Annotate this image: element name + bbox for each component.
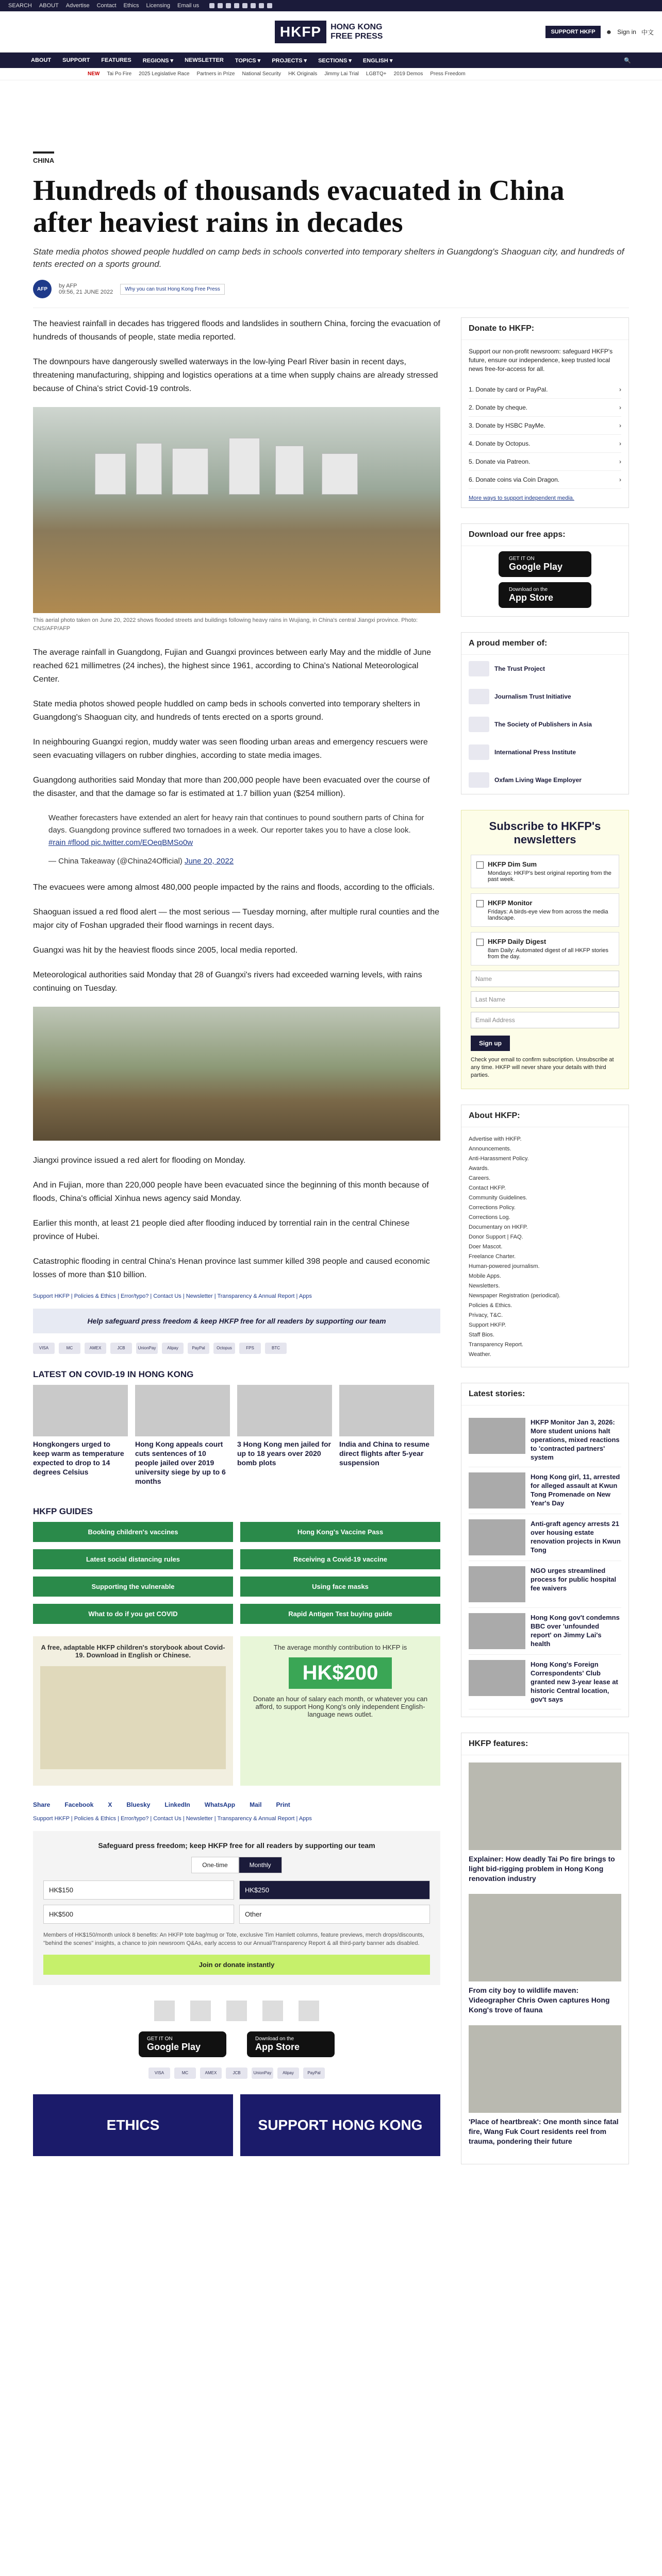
story-title[interactable]: HKFP Monitor Jan 3, 2026: More student unions halt operations, mixed reactions to 'contracted partners' system bbox=[531, 1418, 620, 1461]
article-wrap bbox=[0, 147, 662, 2180]
share-mail[interactable]: Mail bbox=[250, 1801, 262, 1808]
guide-button[interactable]: What to do if you get COVID bbox=[33, 1604, 233, 1624]
chevron-right-icon: › bbox=[619, 440, 621, 447]
paragraph: The heaviest rainfall in decades has triggered floods and landslides in southern China, forcing the evacuation of hundreds of thousands of people, state media reported. bbox=[33, 319, 440, 342]
newsletter-option[interactable] bbox=[471, 932, 619, 965]
payment-paypal-icon: PayPal bbox=[188, 1343, 209, 1354]
share-bluesky[interactable]: Bluesky bbox=[126, 1801, 151, 1808]
tweet-text: Weather forecasters have extended an alert for heavy rain that continues to pound southern parts of China for days. Guangdong province suffered two tornadoes in a week. Our reporter takes you to have a close look. bbox=[48, 814, 424, 835]
about-link[interactable]: Staff Bios. bbox=[469, 1332, 494, 1338]
nav-english[interactable]: ENGLISH ▾ bbox=[362, 57, 393, 64]
guide-button[interactable]: Latest social distancing rules bbox=[33, 1549, 233, 1569]
amount-150[interactable]: HK$150 bbox=[43, 1880, 234, 1900]
about-link[interactable]: Weather. bbox=[469, 1351, 491, 1358]
latest-box bbox=[461, 1383, 629, 1717]
topbar-link-email[interactable]: Email us bbox=[177, 3, 200, 9]
store-name: App Store bbox=[509, 592, 554, 603]
story-item[interactable] bbox=[469, 1655, 621, 1709]
about-link[interactable]: Documentary on HKFP. bbox=[469, 1224, 528, 1230]
main-nav bbox=[0, 53, 662, 68]
donate-widget bbox=[33, 1831, 440, 1985]
promo-text: A free, adaptable HKFP children's storybook about Covid-19. Download in English or Chinese. bbox=[41, 1643, 225, 1659]
donate-option-label: 2. Donate by cheque. bbox=[469, 404, 528, 411]
payment-mastercard-icon: MC bbox=[59, 1343, 80, 1354]
logo-sopa[interactable] bbox=[226, 2001, 247, 2021]
checkbox[interactable] bbox=[476, 939, 484, 946]
covid-heading: LATEST ON COVID-19 IN HONG KONG bbox=[33, 1369, 194, 1379]
trending-link[interactable]: Partners in Prize bbox=[196, 71, 235, 77]
sign-up-button[interactable]: Sign up bbox=[471, 1036, 510, 1051]
about-link[interactable]: Corrections Log. bbox=[469, 1214, 510, 1221]
trending-link[interactable]: National Security bbox=[242, 71, 282, 77]
newsletter-box bbox=[461, 810, 629, 1089]
nav-support[interactable]: SUPPORT bbox=[62, 57, 90, 63]
card-title[interactable]: Hong Kong appeals court cuts sentences of 10 people jailed over 2019 university siege by up to 6 months bbox=[135, 1440, 226, 1485]
covid-card[interactable] bbox=[33, 1385, 128, 1486]
author-avatar[interactable]: AFP bbox=[33, 280, 52, 298]
member-title: A proud member of: bbox=[461, 633, 628, 655]
payment-unionpay-icon: UnionPay bbox=[136, 1343, 158, 1354]
site-logo[interactable] bbox=[275, 21, 387, 43]
linkedin-icon[interactable] bbox=[242, 3, 247, 8]
support-hk-banner[interactable]: SUPPORT HONG KONG bbox=[240, 2094, 440, 2156]
join-button[interactable]: Join or donate instantly bbox=[43, 1955, 430, 1975]
donate-option[interactable] bbox=[469, 453, 621, 471]
paragraph: The average rainfall in Guangdong, Fujian and Guangxi provinces between early May and the middle of June reached 621 millimetres (24 inches), the highest since 1961, according to China's National Meteorological Center. bbox=[33, 648, 432, 684]
about-link[interactable]: Awards. bbox=[469, 1165, 489, 1172]
member-item[interactable] bbox=[461, 683, 628, 710]
about-link[interactable]: Corrections Policy. bbox=[469, 1205, 516, 1211]
about-link[interactable]: Careers. bbox=[469, 1175, 491, 1181]
story-image bbox=[469, 1660, 525, 1696]
share-bar bbox=[33, 1801, 440, 1808]
new-badge: NEW bbox=[88, 71, 100, 77]
member-name: International Press Institute bbox=[494, 749, 576, 756]
threads-icon[interactable] bbox=[251, 3, 256, 8]
topbar-link-licensing[interactable]: Licensing bbox=[146, 3, 170, 9]
trending-link[interactable]: LGBTQ+ bbox=[366, 71, 387, 77]
store-name: Google Play bbox=[509, 562, 563, 572]
covid-card[interactable] bbox=[237, 1385, 332, 1486]
donate-option[interactable] bbox=[469, 399, 621, 417]
about-list bbox=[461, 1127, 628, 1367]
share-label: Share bbox=[33, 1801, 51, 1808]
donate-box bbox=[461, 317, 629, 508]
member-item[interactable] bbox=[461, 766, 628, 794]
story-image bbox=[469, 1472, 525, 1509]
paragraph: The downpours have dangerously swelled waterways in the low-lying Pearl River basin in recent days, threatening manufacturing, shipping and logistics operations at a time when supply chains are already stressed because of China's strict Covid-19 controls. bbox=[33, 358, 438, 393]
newsletter-option[interactable] bbox=[471, 855, 619, 888]
store-label: Download on the bbox=[255, 2036, 294, 2042]
amount-500[interactable]: HK$500 bbox=[43, 1905, 234, 1924]
nav-features[interactable]: FEATURES bbox=[101, 57, 131, 63]
card-title[interactable]: 3 Hong Kong men jailed for up to 18 years over 2020 bomb plots bbox=[237, 1440, 332, 1467]
member-logo bbox=[469, 717, 489, 732]
nav-about[interactable]: ABOUT bbox=[31, 57, 52, 63]
guides-grid bbox=[33, 1522, 440, 1624]
chevron-right-icon: › bbox=[619, 404, 621, 411]
newsletter-desc: Fridays: A birds-eye view from across the media landscape. bbox=[488, 909, 608, 921]
story-title[interactable]: Hong Kong girl, 11, arrested for alleged assault at Kwun Tong Promenade on New Year's Day bbox=[531, 1473, 620, 1507]
about-link[interactable]: Policies & Ethics. bbox=[469, 1302, 512, 1309]
email-field[interactable]: Email Address bbox=[471, 1012, 619, 1028]
payment-bitcoin-icon: BTC bbox=[265, 1343, 287, 1354]
store-label: Download on the bbox=[509, 587, 548, 592]
covid-card[interactable] bbox=[339, 1385, 434, 1486]
topbar-link-ethics[interactable]: Ethics bbox=[123, 3, 139, 9]
about-link[interactable]: Freelance Charter. bbox=[469, 1253, 516, 1260]
newsletter-name: HKFP Dim Sum bbox=[488, 860, 537, 868]
payment-fps-icon: FPS bbox=[239, 1343, 261, 1354]
promo-text: Donate an hour of salary each month, or whatever you can afford, to support Hong Kong's only independent English-language news outlet. bbox=[253, 1695, 428, 1718]
checkbox[interactable] bbox=[476, 861, 484, 869]
payment-jcb-icon: JCB bbox=[110, 1343, 132, 1354]
amount-250[interactable]: HK$250 bbox=[239, 1880, 430, 1900]
about-title: About HKFP: bbox=[461, 1105, 628, 1127]
x-icon[interactable] bbox=[218, 3, 223, 8]
article-title: Hundreds of thousands evacuated in China after heaviest rains in decades bbox=[33, 175, 565, 239]
logo-jti[interactable] bbox=[190, 2001, 211, 2021]
member-item[interactable] bbox=[461, 710, 628, 738]
store-name: App Store bbox=[255, 2042, 300, 2052]
checkbox[interactable] bbox=[476, 900, 484, 907]
chevron-right-icon: › bbox=[619, 476, 621, 483]
donation-promo[interactable] bbox=[240, 1636, 440, 1786]
story-item[interactable] bbox=[469, 1514, 621, 1561]
latest-title: Latest stories: bbox=[461, 1383, 628, 1405]
tweet-tags[interactable]: #rain #flood pic.twitter.com/EOeqBMSo0w bbox=[48, 838, 193, 847]
social-icons bbox=[209, 3, 272, 8]
card-image bbox=[33, 1385, 128, 1436]
top-utility-bar bbox=[0, 0, 662, 11]
share-whatsapp[interactable]: WhatsApp bbox=[204, 1801, 236, 1808]
instagram-icon[interactable] bbox=[226, 3, 231, 8]
member-logo bbox=[469, 772, 489, 788]
promo-row bbox=[33, 1636, 440, 1786]
footer-links[interactable]: Support HKFP | Policies & Ethics | Error/typo? | Contact Us | Newsletter | Transparency & Annual Report | Apps bbox=[33, 1816, 312, 1822]
chevron-right-icon: › bbox=[619, 386, 621, 393]
more-ways-link[interactable]: More ways to support independent media. bbox=[469, 495, 574, 501]
chevron-right-icon: › bbox=[619, 422, 621, 429]
about-link[interactable]: Announcements. bbox=[469, 1146, 511, 1152]
about-link[interactable]: Mobile Apps. bbox=[469, 1273, 501, 1279]
youtube-icon[interactable] bbox=[234, 3, 239, 8]
flood-village-photo bbox=[33, 1007, 440, 1141]
story-title[interactable]: Anti-graft agency arrests 21 over housing estate renovation projects in Kwun Tong bbox=[531, 1520, 621, 1554]
payment-icons bbox=[33, 2067, 440, 2079]
card-image bbox=[339, 1385, 434, 1436]
features-title: HKFP features: bbox=[461, 1733, 628, 1755]
amount-options bbox=[43, 1880, 430, 1924]
last-name-field[interactable]: Last Name bbox=[471, 991, 619, 1008]
store-label: GET IT ON bbox=[509, 556, 535, 562]
tweet-author: — China Takeaway (@China24Official) bbox=[48, 857, 183, 866]
story-title[interactable]: Hong Kong's Foreign Correspondents' Club granted new 3-year lease at historic Central location, gov't says bbox=[531, 1660, 618, 1703]
about-link[interactable]: Advertise with HKFP. bbox=[469, 1136, 522, 1142]
paragraph: Catastrophic flooding in central China's Henan province last summer killed 398 people and caused economic losses of more than $10 billion. bbox=[33, 1257, 430, 1279]
trending-link[interactable]: 2019 Demos bbox=[393, 71, 423, 77]
paragraph: Earlier this month, at least 21 people died after flooding induced by torrential rain in the central Chinese province of Hubei. bbox=[33, 1219, 410, 1241]
store-name: Google Play bbox=[147, 2042, 201, 2052]
payment-unionpay-icon: UnionPay bbox=[252, 2067, 273, 2079]
payment-visa-icon: VISA bbox=[33, 1343, 55, 1354]
card-title[interactable]: India and China to resume direct flights after 5-year suspension bbox=[339, 1440, 430, 1467]
member-name: Journalism Trust Initiative bbox=[494, 693, 571, 700]
sidebar bbox=[461, 317, 629, 2180]
member-item[interactable] bbox=[461, 738, 628, 766]
payment-paypal-icon: PayPal bbox=[303, 2067, 325, 2079]
donate-option-label: 4. Donate by Octopus. bbox=[469, 440, 531, 447]
apps-box bbox=[461, 523, 629, 617]
about-link[interactable]: Contact HKFP. bbox=[469, 1185, 506, 1191]
google-play-button[interactable] bbox=[139, 2031, 226, 2057]
topbar-link-about[interactable]: ABOUT bbox=[39, 3, 59, 9]
support-banner[interactable]: Help safeguard press freedom & keep HKFP free for all readers by supporting our team bbox=[33, 1309, 440, 1333]
member-logos bbox=[33, 2001, 440, 2021]
footer-links[interactable]: Support HKFP | Policies & Ethics | Error/typo? | Contact Us | Newsletter | Transparency & Annual Report | Apps bbox=[33, 1293, 312, 1299]
nav-projects[interactable]: PROJECTS ▾ bbox=[272, 57, 307, 64]
member-name: Oxfam Living Wage Employer bbox=[494, 776, 582, 784]
story-image bbox=[469, 1418, 525, 1454]
guide-button[interactable]: Receiving a Covid-19 vaccine bbox=[240, 1549, 440, 1569]
promo-amount: HK$200 bbox=[289, 1657, 392, 1689]
donate-list bbox=[461, 381, 628, 489]
about-link[interactable]: Community Guidelines. bbox=[469, 1195, 527, 1201]
newsletter-title: Subscribe to HKFP's newsletters bbox=[489, 820, 601, 846]
payment-alipay-icon: Alipay bbox=[277, 2067, 299, 2079]
paragraph: In neighbouring Guangxi region, muddy water was seen flooding urban areas and emergency rescuers were seen evacuating villagers on rubber dinghies, according to state media images. bbox=[33, 738, 428, 760]
paragraph: The evacuees were among almost 480,000 people impacted by the rains and floods, according to the officials. bbox=[33, 883, 435, 892]
guides-heading: HKFP GUIDES bbox=[33, 1506, 93, 1516]
nav-regions[interactable]: REGIONS ▾ bbox=[142, 57, 174, 64]
bluesky-icon[interactable] bbox=[259, 3, 264, 8]
features-box bbox=[461, 1733, 629, 2164]
trending-link[interactable]: Jimmy Lai Trial bbox=[324, 71, 359, 77]
story-title[interactable]: NGO urges streamlined process for public hospital fee waivers bbox=[531, 1567, 617, 1592]
share-linkedin[interactable]: LinkedIn bbox=[164, 1801, 190, 1808]
newsletter-name: HKFP Daily Digest bbox=[488, 938, 547, 945]
about-link[interactable]: Support HKFP. bbox=[469, 1322, 506, 1328]
donate-option[interactable] bbox=[469, 471, 621, 489]
member-name: The Society of Publishers in Asia bbox=[494, 721, 592, 728]
donate-note: Members of HK$150/month unlock 8 benefits: An HKFP tote bag/mug or Tote, exclusive Tim Hamlett columns, feature previews, merch drops/discounts, "behind the scenes" insights, a chance to join newsroom Q&As, early access to our Annual/Transparency Report & all third-party banner ads disabled. bbox=[43, 1932, 424, 1946]
share-print[interactable]: Print bbox=[276, 1801, 290, 1808]
paragraph: Shaoguan issued a red flood alert — the most serious — Tuesday morning, after multiple rural counties and the major city of Foshan upgraded their flood warnings in recent days. bbox=[33, 908, 439, 930]
about-box bbox=[461, 1105, 629, 1367]
logo-oxfam[interactable] bbox=[299, 2001, 319, 2021]
card-image bbox=[237, 1385, 332, 1436]
mail-icon[interactable] bbox=[267, 3, 272, 8]
tab-monthly[interactable]: Monthly bbox=[239, 1857, 282, 1873]
nav-topics[interactable]: TOPICS ▾ bbox=[235, 57, 261, 64]
donate-heading: Safeguard press freedom; keep HKFP free for all readers by supporting our team bbox=[98, 1841, 375, 1850]
ad-space bbox=[0, 80, 662, 147]
user-icon[interactable]: ☻ bbox=[605, 28, 613, 36]
support-hkfp-button[interactable]: SUPPORT HKFP bbox=[545, 26, 600, 38]
story-item[interactable] bbox=[469, 1608, 621, 1655]
payment-visa-icon: VISA bbox=[148, 2067, 170, 2079]
member-box bbox=[461, 632, 629, 794]
flood-aerial-photo bbox=[33, 407, 440, 613]
member-name: The Trust Project bbox=[494, 665, 545, 672]
apps-title: Download our free apps: bbox=[461, 524, 628, 546]
trending-link[interactable]: Press Freedom bbox=[430, 71, 466, 77]
newsletter-note: Check your email to confirm subscription. Unsubscribe at any time. HKFP will never share your details with third parties. bbox=[471, 1057, 614, 1078]
nav-newsletter[interactable]: NEWSLETTER bbox=[185, 57, 224, 63]
paragraph: And in Fujian, more than 220,000 people have been evacuated since the beginning of this month because of floods, China's official Xinhua news agency said Monday. bbox=[33, 1181, 429, 1203]
tab-one-time[interactable]: One-time bbox=[191, 1857, 238, 1873]
donate-text: Support our non-profit newsroom: safeguard HKFP's future, ensure our independence, keep trusted local news free-for-access for all. bbox=[469, 348, 613, 372]
logo-text: HONG KONG FREE PRESS bbox=[330, 22, 383, 41]
story-item[interactable] bbox=[469, 1413, 621, 1467]
logo-trust-project[interactable] bbox=[154, 2001, 175, 2021]
publish-date: 09:56, 21 JUNE 2022 bbox=[59, 289, 113, 295]
logo-box: HKFP bbox=[275, 21, 326, 43]
story-item[interactable] bbox=[469, 1467, 621, 1514]
about-link[interactable]: Transparency Report. bbox=[469, 1342, 523, 1348]
about-link[interactable]: Anti-Harassment Policy. bbox=[469, 1156, 529, 1162]
guide-button[interactable]: Rapid Antigen Test buying guide bbox=[240, 1604, 440, 1624]
store-label: GET IT ON bbox=[147, 2036, 173, 2042]
name-field[interactable]: Name bbox=[471, 971, 619, 987]
member-logo bbox=[469, 661, 489, 676]
guide-button[interactable]: Booking children's vaccines bbox=[33, 1522, 233, 1542]
story-title[interactable]: Hong Kong gov't condemns BBC over 'unfounded report' on Jimmy Lai's health bbox=[531, 1614, 620, 1648]
newsletter-desc: Mondays: HKFP's best original reporting from the past week. bbox=[488, 870, 611, 883]
about-link[interactable]: Newspaper Registration (periodical). bbox=[469, 1293, 560, 1299]
nav-sections[interactable]: SECTIONS ▾ bbox=[318, 57, 352, 64]
paragraph: State media photos showed people huddled on camp beds in schools converted into temporary shelters in Guangdong's Shaoguan city, and hundreds of tents erected on a sports ground. bbox=[33, 700, 420, 722]
story-image bbox=[469, 1519, 525, 1555]
paragraph: Jiangxi province issued a red alert for flooding on Monday. bbox=[33, 1156, 246, 1165]
article-subtitle: State media photos showed people huddled on camp beds in schools converted into temporary shelters in Guangdong's Shaoguan city, and hundreds of tents erected on a sports ground. bbox=[33, 247, 624, 269]
share-x[interactable]: X bbox=[108, 1801, 112, 1808]
payment-octopus-icon: Octopus bbox=[213, 1343, 235, 1354]
google-play-button[interactable] bbox=[499, 551, 591, 577]
guide-button[interactable]: Hong Kong's Vaccine Pass bbox=[240, 1522, 440, 1542]
payment-icons bbox=[33, 1343, 440, 1354]
about-link[interactable]: Donor Support | FAQ. bbox=[469, 1234, 523, 1240]
donate-option-label: 6. Donate coins via Coin Dragon. bbox=[469, 476, 560, 483]
payment-mastercard-icon: MC bbox=[174, 2067, 196, 2079]
story-image bbox=[469, 1566, 525, 1602]
search-icon[interactable]: 🔍 bbox=[624, 57, 631, 64]
feature-title[interactable]: From city boy to wildlife maven: Videographer Chris Owen captures Hong Kong's trove of fauna bbox=[469, 1986, 610, 2014]
paragraph: Guangxi was hit by the heaviest floods since 2005, local media reported. bbox=[33, 946, 298, 955]
donate-option[interactable] bbox=[469, 417, 621, 435]
newsletter-desc: 8am Daily: Automated digest of all HKFP stories from the day. bbox=[488, 947, 608, 960]
paragraph: Meteorological authorities said Monday that 28 of Guangxi's rivers had exceeded warning levels, with rains continuing on Tuesday. bbox=[33, 971, 422, 993]
about-link[interactable]: Privacy, T&C. bbox=[469, 1312, 503, 1318]
embedded-tweet bbox=[33, 812, 440, 868]
payment-alipay-icon: Alipay bbox=[162, 1343, 184, 1354]
chevron-right-icon: › bbox=[619, 458, 621, 465]
donate-option[interactable] bbox=[469, 381, 621, 399]
trending-link[interactable]: Tai Po Fire bbox=[107, 71, 132, 77]
about-link[interactable]: Human-powered journalism. bbox=[469, 1263, 540, 1269]
feature-title[interactable]: Explainer: How deadly Tai Po fire brings to light bid-rigging problem in Hong Kong renovation industry bbox=[469, 1855, 615, 1883]
article-body bbox=[33, 317, 440, 2180]
donate-option[interactable] bbox=[469, 435, 621, 453]
guide-button[interactable]: Supporting the vulnerable bbox=[33, 1577, 233, 1597]
payment-amex-icon: AMEX bbox=[85, 1343, 106, 1354]
donate-option-label: 1. Donate by card or PayPal. bbox=[469, 386, 548, 393]
logo-ipi[interactable] bbox=[262, 2001, 283, 2021]
trust-link[interactable]: Why you can trust Hong Kong Free Press bbox=[120, 284, 225, 295]
about-link[interactable]: Newsletters. bbox=[469, 1283, 500, 1289]
trending-bar bbox=[0, 68, 662, 80]
feature-image[interactable] bbox=[469, 2025, 621, 2113]
newsletter-option[interactable] bbox=[471, 893, 619, 927]
trending-link[interactable]: 2025 Legislative Race bbox=[139, 71, 190, 77]
storybook-promo[interactable] bbox=[33, 1636, 233, 1786]
donate-tabs bbox=[43, 1857, 430, 1873]
payment-amex-icon: AMEX bbox=[200, 2067, 222, 2079]
paragraph: Guangdong authorities said Monday that more than 200,000 people have been evacuated over the course of the disaster, and that the damage so far is estimated at 1.7 billion yuan ($254 million). bbox=[33, 776, 430, 798]
ethics-banners bbox=[33, 2094, 440, 2156]
story-image bbox=[469, 1613, 525, 1649]
tweet-date[interactable]: June 20, 2022 bbox=[184, 857, 234, 866]
donate-option-label: 5. Donate via Patreon. bbox=[469, 458, 531, 465]
ethics-banner[interactable]: ETHICS bbox=[33, 2094, 233, 2156]
card-title[interactable]: Hongkongers urged to keep warm as temperature expected to drop to 14 degrees Celsius bbox=[33, 1440, 124, 1476]
member-logo bbox=[469, 744, 489, 760]
member-item[interactable] bbox=[461, 655, 628, 683]
facebook-icon[interactable] bbox=[209, 3, 214, 8]
app-store-button[interactable] bbox=[247, 2031, 335, 2057]
guide-button[interactable]: Using face masks bbox=[240, 1577, 440, 1597]
article-meta bbox=[33, 280, 629, 308]
category-label[interactable]: CHINA bbox=[33, 151, 54, 164]
donate-title: Donate to HKFP: bbox=[461, 318, 628, 340]
promo-text: The average monthly contribution to HKFP is bbox=[273, 1643, 407, 1651]
trending-link[interactable]: HK Originals bbox=[288, 71, 318, 77]
amount-other[interactable]: Other bbox=[239, 1905, 430, 1924]
newsletter-name: HKFP Monitor bbox=[488, 899, 533, 907]
site-header bbox=[0, 11, 662, 53]
author-name[interactable]: by AFP bbox=[59, 283, 77, 289]
topbar-link-advertise[interactable]: Advertise bbox=[65, 3, 90, 9]
covid-list bbox=[33, 1385, 440, 1486]
photo-caption: This aerial photo taken on June 20, 2022 shows flooded streets and buildings following heavy rains in Wujiang, in China's central Jiangxi province. Photo: CNS/AFP/AFP bbox=[33, 617, 418, 632]
app-buttons bbox=[33, 2031, 440, 2057]
about-link[interactable]: Doer Mascot. bbox=[469, 1244, 503, 1250]
payment-jcb-icon: JCB bbox=[226, 2067, 247, 2079]
feature-image[interactable] bbox=[469, 1762, 621, 1850]
member-logo bbox=[469, 689, 489, 704]
share-facebook[interactable]: Facebook bbox=[64, 1801, 94, 1808]
language-link[interactable]: 中文 bbox=[641, 28, 654, 36]
card-image bbox=[135, 1385, 230, 1436]
sign-in-link[interactable]: Sign in bbox=[617, 28, 636, 36]
search-link[interactable]: SEARCH bbox=[8, 3, 32, 9]
feature-title[interactable]: 'Place of heartbreak': One month since fatal fire, Wang Fuk Court residents reel from trauma, pondering their future bbox=[469, 2117, 619, 2145]
feature-image[interactable] bbox=[469, 1894, 621, 1981]
story-item[interactable] bbox=[469, 1561, 621, 1608]
app-store-button[interactable] bbox=[499, 582, 591, 608]
donate-option-label: 3. Donate by HSBC PayMe. bbox=[469, 422, 545, 429]
covid-card[interactable] bbox=[135, 1385, 230, 1486]
topbar-link-contact[interactable]: Contact bbox=[96, 3, 117, 9]
